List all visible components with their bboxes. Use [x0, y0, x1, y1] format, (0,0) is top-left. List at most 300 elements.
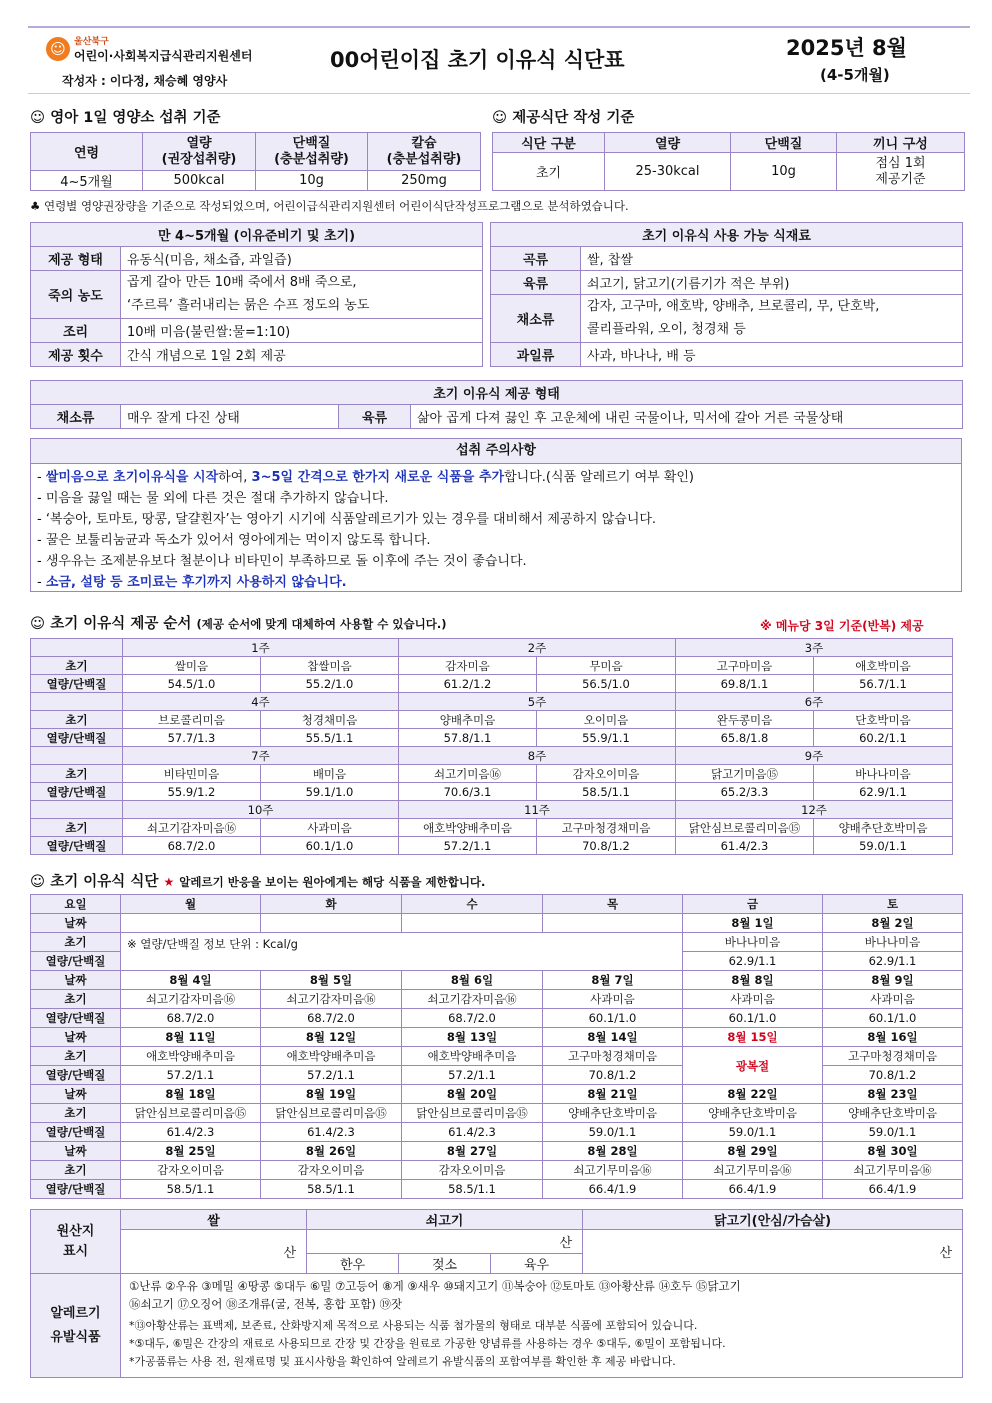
cautions-list: [31, 464, 961, 593]
order-food: 고구마청경채미음: [537, 819, 676, 837]
order-kcal: 68.7/2.0: [123, 837, 261, 855]
table-row: [31, 837, 953, 855]
table-row: [31, 1230, 963, 1254]
menu-food: 애호박양배추미음: [261, 1047, 402, 1066]
order-kcal: 70.8/1.2: [537, 837, 676, 855]
menu-date: 8월 28일: [543, 1142, 683, 1161]
table-cell: 열량/단백질: [31, 952, 121, 971]
forms-table: [30, 380, 963, 429]
table-row: [31, 711, 953, 729]
order-kcal: 56.7/1.1: [814, 675, 953, 693]
table-cell: 화: [261, 895, 402, 914]
table-row: [31, 247, 483, 271]
menu-food: 감자오이미음: [402, 1161, 543, 1180]
table-cell: 8월 2일: [823, 914, 963, 933]
menu-food: 양배추단호박미음: [683, 1104, 823, 1123]
order-kcal: 62.9/1.1: [814, 783, 953, 801]
menu-date: 8월 16일: [823, 1028, 963, 1047]
table-cell: 단백질 (충분섭취량): [256, 133, 368, 171]
unit-note: ※ 열량/단백질 정보 단위 : Kcal/g: [121, 933, 683, 971]
table-cell: 쌀: [121, 1210, 307, 1230]
smile-icon: ☺: [492, 110, 508, 126]
table-cell: 육류: [339, 405, 411, 429]
table-cell: 10배 미음(불린쌀:물=1:10): [121, 319, 483, 343]
menu-date: 8월 7일: [543, 971, 683, 990]
order-food: 닭안심브로콜리미음⑮: [676, 819, 814, 837]
order-kcal: 58.5/1.1: [537, 783, 676, 801]
table-row: [31, 1210, 963, 1230]
menu-food: 닭안심브로콜리미음⑮: [121, 1104, 261, 1123]
allergy-list-1: ①난류 ②우유 ③메밀 ④땅콩 ⑤대두 ⑥밀 ⑦고등어 ⑧게 ⑨새우 ⑩돼지고기 ⑪복숭아 ⑫토마토 ⑬아황산류 ⑭호두 ⑮닭고기: [129, 1279, 741, 1293]
order-food: 브로콜리미음: [123, 711, 261, 729]
menu-row-label: 초기: [31, 1047, 121, 1066]
menu-date: 8월 9일: [823, 971, 963, 990]
menu-table: [30, 894, 963, 1199]
table-cell: 죽의 농도: [31, 271, 121, 319]
menu-date: 8월 6일: [402, 971, 543, 990]
allergy-note-1: *⑬아황산류는 표백제, 보존료, 산화방지제 목적으로 사용되는 식품 첨가물의 형태로 대부분 식품에 포함되어 있습니다.: [129, 1319, 698, 1332]
order-week-label: 4주: [123, 693, 399, 711]
table-cell: 열량: [605, 133, 731, 153]
menu-date: 8월 22일: [683, 1085, 823, 1104]
order-food: 쇠고기감자미음⑯: [123, 819, 261, 837]
menu-row-label: 열량/단백질: [31, 1066, 121, 1085]
caution-2: - 미음을 끓일 때는 물 외에 다른 것은 절대 추가하지 않습니다.: [37, 491, 389, 506]
table-cell: 채소류: [491, 295, 581, 343]
menu-kcal: 66.4/1.9: [823, 1180, 963, 1199]
order-kcal: 56.5/1.0: [537, 675, 676, 693]
menu-food: 쇠고기무미음⑯: [683, 1161, 823, 1180]
table-cell: 요일: [31, 895, 121, 914]
order-kcal: 65.8/1.8: [676, 729, 814, 747]
menu-food: 양배추단호박미음: [543, 1104, 683, 1123]
menu-date: 8월 18일: [121, 1085, 261, 1104]
table-row: [31, 1180, 963, 1199]
table-cell: 사과, 바나나, 배 등: [581, 343, 963, 367]
allergy-note-2: *⑤대두, ⑥밀은 간장의 재료로 사용되므로 간장 및 간장을 원료로 가공한 양념류를 사용하는 경우 ⑤대두, ⑥밀이 포함됩니다.: [129, 1337, 726, 1350]
order-kcal: 70.6/3.1: [399, 783, 537, 801]
order-week-label: 9주: [676, 747, 953, 765]
menu-kcal: 57.2/1.1: [402, 1066, 543, 1085]
age-range: (4-5개월): [820, 66, 890, 84]
table-cell: 끼니 구성: [837, 133, 965, 153]
header-rule: [28, 93, 970, 94]
table-row: [31, 729, 953, 747]
menu-date: 8월 13일: [402, 1028, 543, 1047]
order-row-label: 열량/단백질: [31, 783, 123, 801]
caution-1: - 쌀미음으로 초기이유식을 시작하여, 3~5일 간격으로 한가지 새로운 식품을 추가합니다.(식품 알레르기 여부 확인): [37, 470, 695, 485]
order-kcal: 57.8/1.1: [399, 729, 537, 747]
table-row: [31, 133, 481, 171]
author: 작성자 : 이다정, 채승혜 영양사: [62, 74, 228, 88]
provided-title: ☺ 제공식단 작성 기준: [492, 110, 635, 126]
menu-date: 8월 30일: [823, 1142, 963, 1161]
menu-row-label: 열량/단백질: [31, 1009, 121, 1028]
menu-row-label: 날짜: [31, 1028, 121, 1047]
table-cell: 4~5개월: [31, 171, 143, 191]
menu-date: 8월 25일: [121, 1142, 261, 1161]
order-kcal: 60.1/1.0: [261, 837, 399, 855]
menu-kcal: 58.5/1.1: [402, 1180, 543, 1199]
menu-kcal: 61.4/2.3: [121, 1123, 261, 1142]
order-week-label: 11주: [399, 801, 676, 819]
table-cell: 25-30kcal: [605, 153, 731, 191]
table-cell: 산: [121, 1230, 307, 1274]
table-row: [31, 914, 963, 933]
table-row: [31, 1066, 963, 1085]
club-icon: ♣: [30, 199, 41, 213]
table-cell: 곡류: [491, 247, 581, 271]
table-cell: 10g: [256, 171, 368, 191]
table-cell: 열량 (권장섭취량): [143, 133, 256, 171]
table-cell: [121, 914, 261, 933]
menu-date: 8월 19일: [261, 1085, 402, 1104]
order-food: 배미음: [261, 765, 399, 783]
table-cell: 유동식(미음, 채소즙, 과일즙): [121, 247, 483, 271]
order-kcal: 55.2/1.0: [261, 675, 399, 693]
smile-icon: ☺: [30, 874, 46, 890]
table-row: [31, 1009, 963, 1028]
table-row: [491, 247, 963, 271]
table-cell: 연령: [31, 133, 143, 171]
order-row-label: 열량/단백질: [31, 837, 123, 855]
order-week-spacer: [31, 747, 123, 765]
order-kcal: 59.0/1.1: [814, 837, 953, 855]
menu-date: 8월 5일: [261, 971, 402, 990]
caution-3: - ‘복숭아, 토마토, 땅콩, 달걀흰자’는 영아기 시기에 식품알레르기가 있는 경우를 대비해서 제공하지 않습니다.: [37, 512, 657, 527]
table-cell: 500kcal: [143, 171, 256, 191]
table-cell: 초기: [493, 153, 605, 191]
table-cell: 250mg: [368, 171, 481, 191]
table-row: [31, 1123, 963, 1142]
menu-date: 8월 23일: [823, 1085, 963, 1104]
order-kcal: 60.2/1.1: [814, 729, 953, 747]
table-cell: 토: [823, 895, 963, 914]
order-week-label: 1주: [123, 639, 399, 657]
menu-kcal: 70.8/1.2: [543, 1066, 683, 1085]
order-week-label: 3주: [676, 639, 953, 657]
table-cell: 칼슘 (충분섭취량): [368, 133, 481, 171]
menu-row-label: 날짜: [31, 1142, 121, 1161]
order-food: 닭고기미음⑮: [676, 765, 814, 783]
order-week-label: 10주: [123, 801, 399, 819]
order-food: 애호박미음: [814, 657, 953, 675]
menu-food: 애호박양배추미음: [121, 1047, 261, 1066]
table-row: [31, 1161, 963, 1180]
table-cell: 한우: [307, 1254, 399, 1274]
top-rule: [28, 26, 970, 28]
menu-kcal: 61.4/2.3: [261, 1123, 402, 1142]
menu-food: 감자오이미음: [261, 1161, 402, 1180]
table-cell: 매우 잘게 다진 상태: [121, 405, 339, 429]
order-food: 감자미음: [399, 657, 537, 675]
menu-food: 양배추단호박미음: [823, 1104, 963, 1123]
table-row: [31, 381, 963, 405]
menu-kcal: 60.1/1.0: [543, 1009, 683, 1028]
table-cell: 과일류: [491, 343, 581, 367]
page-title: 00어린이집 초기 이유식 식단표: [330, 48, 625, 72]
table-cell: 금: [683, 895, 823, 914]
order-week-spacer: [31, 801, 123, 819]
order-food: 고구마미음: [676, 657, 814, 675]
table-cell: 곱게 갈아 만든 10배 죽에서 8배 죽으로, ‘주르륵’ 흘러내리는 묽은 수프 정도의 농도: [121, 271, 483, 319]
order-kcal: 57.2/1.1: [399, 837, 537, 855]
order-food: 완두콩미음: [676, 711, 814, 729]
order-row-label: 초기: [31, 657, 123, 675]
order-table: [30, 638, 953, 855]
caution-6: - 소금, 설탕 등 조미료는 후기까지 사용하지 않습니다.: [37, 575, 347, 590]
table-row: [31, 783, 953, 801]
order-kcal: 55.9/1.2: [123, 783, 261, 801]
table-cell: 닭고기(안심/가슴살): [583, 1210, 963, 1230]
table-row: [31, 675, 953, 693]
menu-kcal: 58.5/1.1: [121, 1180, 261, 1199]
menu-kcal: 68.7/2.0: [261, 1009, 402, 1028]
smile-logo-icon: ☺: [46, 37, 70, 61]
holiday-cell: 광복절: [683, 1047, 823, 1085]
menu-row-label: 초기: [31, 1161, 121, 1180]
table-cell: [261, 914, 402, 933]
menu-kcal: 68.7/2.0: [402, 1009, 543, 1028]
order-kcal: 57.7/1.3: [123, 729, 261, 747]
table-row: [493, 153, 965, 191]
cautions-title: 섭취 주의사항: [31, 439, 961, 464]
menu-food: 사과미음: [683, 990, 823, 1009]
table-cell: 초기 이유식 사용 가능 식재료: [491, 223, 963, 247]
menu-kcal: 66.4/1.9: [543, 1180, 683, 1199]
table-row: [31, 223, 483, 247]
table-cell: 제공 형태: [31, 247, 121, 271]
menu-kcal: 59.0/1.1: [683, 1123, 823, 1142]
table-cell: 제공 횟수: [31, 343, 121, 367]
order-row-label: 초기: [31, 765, 123, 783]
provided-table: [492, 132, 965, 191]
table-cell: 산: [307, 1230, 583, 1254]
table-cell: 육우: [491, 1254, 583, 1274]
org-top: 울산북구: [74, 37, 109, 47]
table-cell: 만 4~5개월 (이유준비기 및 초기): [31, 223, 483, 247]
menu-date: 8월 20일: [402, 1085, 543, 1104]
menu-kcal: 57.2/1.1: [261, 1066, 402, 1085]
order-food: 무미음: [537, 657, 676, 675]
table-cell: 산: [583, 1230, 963, 1274]
star-icon: ★: [163, 875, 175, 889]
table-row: [31, 895, 963, 914]
menu-title: ☺ 초기 이유식 식단 ★ 알레르기 반응을 보이는 원아에게는 해당 식품을 제한합니다.: [30, 874, 486, 890]
order-food: 오이미음: [537, 711, 676, 729]
table-cell: 62.9/1.1: [683, 952, 823, 971]
menu-kcal: 59.0/1.1: [543, 1123, 683, 1142]
order-food: 쌀미음: [123, 657, 261, 675]
table-row: [493, 133, 965, 153]
ingredients-table: [490, 222, 963, 367]
menu-row-label: 날짜: [31, 1085, 121, 1104]
table-row: [31, 1104, 963, 1123]
table-cell: 원산지 표시: [31, 1210, 121, 1274]
table-row: [491, 223, 963, 247]
menu-row-label: 초기: [31, 1104, 121, 1123]
caution-4: - 꿀은 보툴리눔균과 독소가 있어서 영아에게는 먹이지 않도록 합니다.: [37, 533, 431, 548]
table-row: [31, 971, 963, 990]
table-cell: 바나나미음: [823, 933, 963, 952]
menu-kcal: 57.2/1.1: [121, 1066, 261, 1085]
menu-food: 쇠고기무미음⑯: [823, 1161, 963, 1180]
table-row: [31, 801, 953, 819]
order-week-label: 5주: [399, 693, 676, 711]
origin-table: [30, 1209, 963, 1274]
menu-food: 사과미음: [543, 990, 683, 1009]
table-row: [31, 1142, 963, 1161]
menu-date: 8월 29일: [683, 1142, 823, 1161]
nutrition-title: ☺ 영아 1일 영양소 섭취 기준: [30, 110, 221, 126]
menu-date: 8월 15일: [683, 1028, 823, 1047]
order-week-label: 12주: [676, 801, 953, 819]
table-cell: 식단 구분: [493, 133, 605, 153]
menu-date: 8월 12일: [261, 1028, 402, 1047]
allergy-list-2: ⑯쇠고기 ⑰오징어 ⑱조개류(굴, 전복, 홍합 포함) ⑲잣: [129, 1297, 403, 1311]
order-kcal: 54.5/1.0: [123, 675, 261, 693]
table-cell: 조리: [31, 319, 121, 343]
table-row: [491, 343, 963, 367]
org-logo: [46, 34, 252, 64]
menu-food: 고구마청경채미음: [543, 1047, 683, 1066]
table-row: [31, 271, 483, 319]
menu-date: 8월 11일: [121, 1028, 261, 1047]
menu-date: 8월 26일: [261, 1142, 402, 1161]
order-food: 사과미음: [261, 819, 399, 837]
menu-date: 8월 8일: [683, 971, 823, 990]
table-cell: 초기: [31, 933, 121, 952]
table-row: [31, 1274, 963, 1378]
table-row: [31, 657, 953, 675]
table-cell: [121, 1274, 963, 1378]
menu-kcal: 68.7/2.0: [121, 1009, 261, 1028]
table-row: [31, 405, 963, 429]
order-week-label: 8주: [399, 747, 676, 765]
table-cell: 62.9/1.1: [823, 952, 963, 971]
table-cell: [543, 914, 683, 933]
allergy-note-3: *가공품류는 사용 전, 원재료명 및 표시사항을 확인하여 알레르기 유발식품의 포함여부를 확인한 후 제공 바랍니다.: [129, 1355, 676, 1368]
table-cell: 바나나미음: [683, 933, 823, 952]
table-cell: 채소류: [31, 405, 121, 429]
menu-food: 애호박양배추미음: [402, 1047, 543, 1066]
order-food: 양배추단호박미음: [814, 819, 953, 837]
order-kcal: 61.2/1.2: [399, 675, 537, 693]
menu-kcal: 70.8/1.2: [823, 1066, 963, 1085]
nutrition-table: [30, 132, 481, 191]
menu-food: 쇠고기감자미음⑯: [402, 990, 543, 1009]
table-cell: 젖소: [399, 1254, 491, 1274]
table-cell: 감자, 고구마, 애호박, 양배추, 브로콜리, 무, 단호박, 콜리플라워, 오이, 청경채 등: [581, 295, 963, 343]
table-row: [31, 1028, 963, 1047]
menu-kcal: 59.0/1.1: [823, 1123, 963, 1142]
order-row-label: 초기: [31, 819, 123, 837]
table-cell: 10g: [731, 153, 837, 191]
menu-food: 감자오이미음: [121, 1161, 261, 1180]
order-food: 단호박미음: [814, 711, 953, 729]
menu-kcal: 66.4/1.9: [683, 1180, 823, 1199]
table-row: [31, 171, 481, 191]
table-cell: 간식 개념으로 1일 2회 제공: [121, 343, 483, 367]
table-row: [31, 933, 963, 952]
table-cell: 육류: [491, 271, 581, 295]
table-cell: 8월 1일: [683, 914, 823, 933]
order-kcal: 59.1/1.0: [261, 783, 399, 801]
order-food: 애호박양배추미음: [399, 819, 537, 837]
table-row: [31, 693, 953, 711]
table-row: [31, 343, 483, 367]
table-cell: 수: [402, 895, 543, 914]
table-row: [31, 765, 953, 783]
menu-row-label: 초기: [31, 990, 121, 1009]
order-kcal: 55.9/1.1: [537, 729, 676, 747]
table-cell: 월: [121, 895, 261, 914]
menu-kcal: 61.4/2.3: [402, 1123, 543, 1142]
menu-food: 고구마청경채미음: [823, 1047, 963, 1066]
order-kcal: 55.5/1.1: [261, 729, 399, 747]
table-row: [31, 319, 483, 343]
menu-row-label: 열량/단백질: [31, 1180, 121, 1199]
table-cell: 목: [543, 895, 683, 914]
order-food: 양배추미음: [399, 711, 537, 729]
order-week-label: 2주: [399, 639, 676, 657]
menu-month: 2025년 8월: [786, 36, 907, 60]
table-row: [31, 747, 953, 765]
menu-food: 닭안심브로콜리미음⑮: [261, 1104, 402, 1123]
menu-date: 8월 14일: [543, 1028, 683, 1047]
org-name: 어린이·사회복지급식관리지원센터: [74, 49, 253, 63]
table-row: [31, 819, 953, 837]
table-cell: 날짜: [31, 914, 121, 933]
order-food: 찹쌀미음: [261, 657, 399, 675]
menu-kcal: 60.1/1.0: [823, 1009, 963, 1028]
order-week-spacer: [31, 639, 123, 657]
order-food: 비타민미음: [123, 765, 261, 783]
menu-row-label: 열량/단백질: [31, 1123, 121, 1142]
order-food: 바나나미음: [814, 765, 953, 783]
menu-food: 사과미음: [823, 990, 963, 1009]
menu-kcal: 58.5/1.1: [261, 1180, 402, 1199]
table-row: [31, 639, 953, 657]
table-cell: 삶아 곱게 다져 끓인 후 고운체에 내린 국물이나, 믹서에 갈아 거른 국물상태: [411, 405, 963, 429]
menu-date: 8월 4일: [121, 971, 261, 990]
order-kcal: 69.8/1.1: [676, 675, 814, 693]
smile-icon: ☺: [30, 616, 46, 632]
table-cell: 쌀, 찹쌀: [581, 247, 963, 271]
smile-icon: ☺: [30, 110, 46, 126]
allergy-table: [30, 1273, 963, 1378]
menu-food: 쇠고기감자미음⑯: [261, 990, 402, 1009]
order-food: 청경채미음: [261, 711, 399, 729]
order-note: ※ 메뉴당 3일 기준(반복) 제공: [760, 619, 924, 633]
order-week-label: 6주: [676, 693, 953, 711]
order-week-spacer: [31, 693, 123, 711]
table-row: [491, 271, 963, 295]
table-cell: [402, 914, 543, 933]
menu-kcal: 60.1/1.0: [683, 1009, 823, 1028]
order-title: ☺ 초기 이유식 제공 순서 (제공 순서에 맞게 대체하여 사용할 수 있습니다.): [30, 616, 447, 632]
order-row-label: 열량/단백질: [31, 675, 123, 693]
menu-row-label: 날짜: [31, 971, 121, 990]
order-row-label: 열량/단백질: [31, 729, 123, 747]
table-cell: 쇠고기, 닭고기(기름기가 적은 부위): [581, 271, 963, 295]
order-kcal: 61.4/2.3: [676, 837, 814, 855]
table-cell: 점심 1회 제공기준: [837, 153, 965, 191]
table-row: [491, 295, 963, 343]
caution-5: - 생우유는 조제분유보다 철분이나 비타민이 부족하므로 돌 이후에 주는 것이 좋습니다.: [37, 554, 527, 569]
order-kcal: 65.2/3.3: [676, 783, 814, 801]
table-row: [31, 990, 963, 1009]
